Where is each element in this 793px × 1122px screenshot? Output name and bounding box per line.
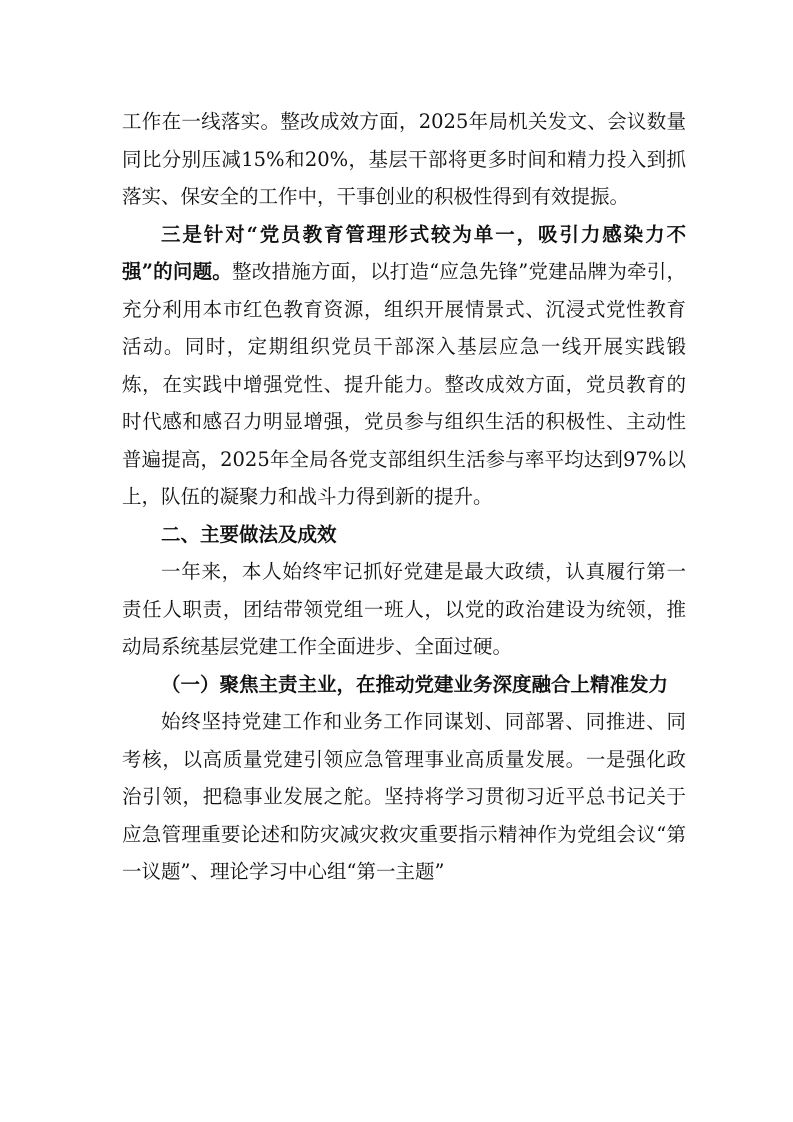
issue-lead-text: 三是针对“党员教育管理形式较为单一，吸引力感染力不强”的问题。 bbox=[122, 222, 686, 283]
paragraph-third-issue bbox=[122, 216, 686, 516]
document-body bbox=[122, 103, 686, 891]
issue-body-text: 整改措施方面，以打造“应急先锋”党建品牌为牵引，充分利用本市红色教育资源，组织开展情景式、沉浸式党性教育活动。同时，定期组织党员干部深入基层应急一线开展实践锻炼，在实践中增强党性、提升能力。整改成效方面，党员教育的时代感和感召力明显增强，党员参与组织生活的积极性、主动性普遍提高，2025年全局各党支部组织生活参与率平均达到97%以上，队伍的凝聚力和战斗力得到新的提升。 bbox=[122, 260, 686, 508]
subheading: （一）聚焦主责主业，在推动党建业务深度融合上精准发力 bbox=[161, 672, 669, 696]
paragraph-rectification-results: 工作在一线落实。整改成效方面，2025年局机关发文、会议数量同比分别压减15%和20%，基层干部将更多时间和精力投入到抓落实、保安全的工作中，干事创业的积极性得到有效提振。 bbox=[122, 110, 686, 208]
paragraph-integration: 始终坚持党建工作和业务工作同谋划、同部署、同推进、同考核，以高质量党建引领应急管理事业高质量发展。一是强化政治引领，把稳事业发展之舵。坚持将学习贯彻习近平总书记关于应急管理重要论述和防灾减灾救灾重要指示精神作为党组会议“第一议题”、理论学习中心组“第一主题” bbox=[122, 710, 686, 883]
paragraph-overview: 一年来，本人始终牢记抓好党建是最大政绩，认真履行第一责任人职责，团结带领党组一班人，以党的政治建设为统领，推动局系统基层党建工作全面进步、全面过硬。 bbox=[122, 560, 686, 658]
section-heading: 二、主要做法及成效 bbox=[161, 522, 337, 546]
